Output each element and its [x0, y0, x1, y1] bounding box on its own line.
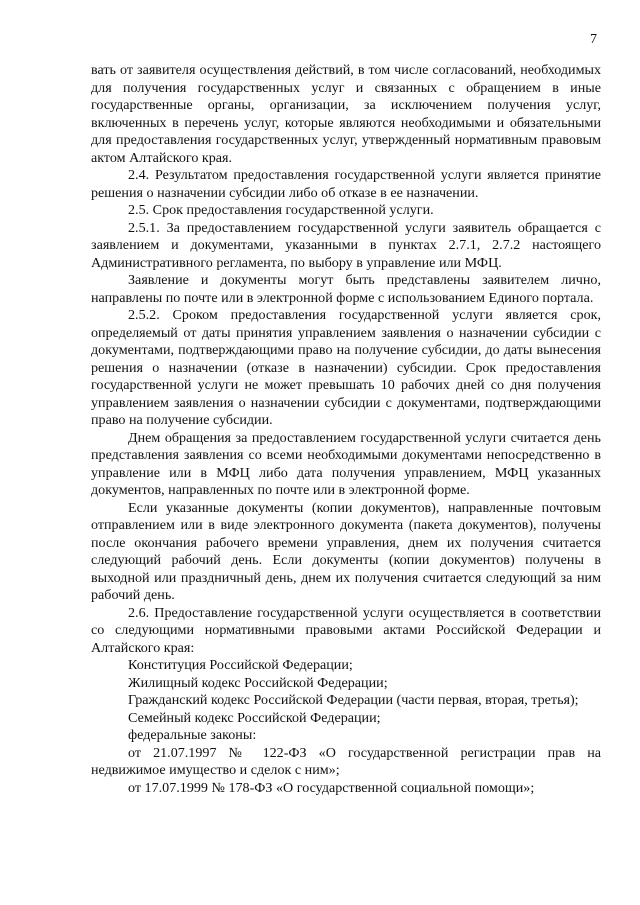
paragraph: 2.5.1. За предоставлением государственной услуги заявитель обращается с заявлением и документами, указанными в пунктах 2.7.1, 2.7.2 настоящего Административного регламента, по выбору в управление или МФЦ.: [91, 219, 601, 271]
paragraph: Заявление и документы могут быть представлены заявителем лично, направлены по почте или в электронной форме с использованием Единого портала.: [91, 272, 601, 306]
paragraph: 2.5.2. Сроком предоставления государственной услуги является срок, определяемый от даты принятия управлением заявления о назначении субсидии с документами, подтверждающими право на получение субсидии, до даты вынесения решения о назначении (отказе в назначении) субсидии. Срок предоставления государственной услуги не может превышать 10 рабочих дней со дня получения управлением заявления о назначении субсидии с документами, подтверждающими право на получение субсидии.: [91, 307, 601, 428]
paragraph: Конституция Российской Федерации;: [128, 657, 353, 673]
paragraph: 2.6. Предоставление государственной услуги осуществляется в соответствии со следующими нормативными правовыми актами Российской Федерации и Алтайского края:: [91, 604, 601, 656]
paragraph: федеральные законы:: [128, 727, 257, 743]
document-body: [91, 62, 601, 797]
paragraph: Семейный кодекс Российской Федерации;: [128, 709, 381, 726]
paragraph: 2.4. Результатом предоставления государственной услуги является принятие решения о назначении субсидии либо об отказе в ее назначении.: [91, 167, 601, 201]
paragraph: вать от заявителя осуществления действий, в том числе согласований, необходимых для получения государственных услуг и связанных с обращением в иные государственные органы, организации, за исключением получения услуг, включенных в перечень услуг, которые являются необходимыми и обязательными для предоставления государственных услуг, утвержденный нормативным правовым актом Алтайского края.: [91, 62, 601, 166]
paragraph: Гражданский кодекс Российской Федерации (части первая, вторая, третья);: [128, 692, 579, 708]
paragraph: Если указанные документы (копии документов), направленные почтовым отправлением или в виде электронного документа (пакета документов), получены после окончания рабочего времени управления, днем их получения считается следующий рабочий день. Если документы (копии документов) получены в выходной или праздничный день, днем их получения считается следующий за ним рабочий день.: [91, 499, 601, 603]
paragraph: Жилищный кодекс Российской Федерации;: [128, 674, 388, 691]
paragraph: от 21.07.1997 № 122-ФЗ «О государственной регистрации прав на недвижимое имущество и сделок с ним»;: [91, 744, 601, 778]
paragraph: Днем обращения за предоставлением государственной услуги считается день представления заявления со всеми необходимыми документами непосредственно в управление или в МФЦ либо дата получения управлением, МФЦ указанных документов, направленных по почте или в электронной форме.: [91, 429, 601, 498]
page-number: 7: [590, 32, 597, 47]
paragraph: 2.5. Срок предоставления государственной услуги.: [128, 202, 434, 218]
paragraph: от 17.07.1999 № 178-ФЗ «О государственной социальной помощи»;: [128, 779, 535, 796]
